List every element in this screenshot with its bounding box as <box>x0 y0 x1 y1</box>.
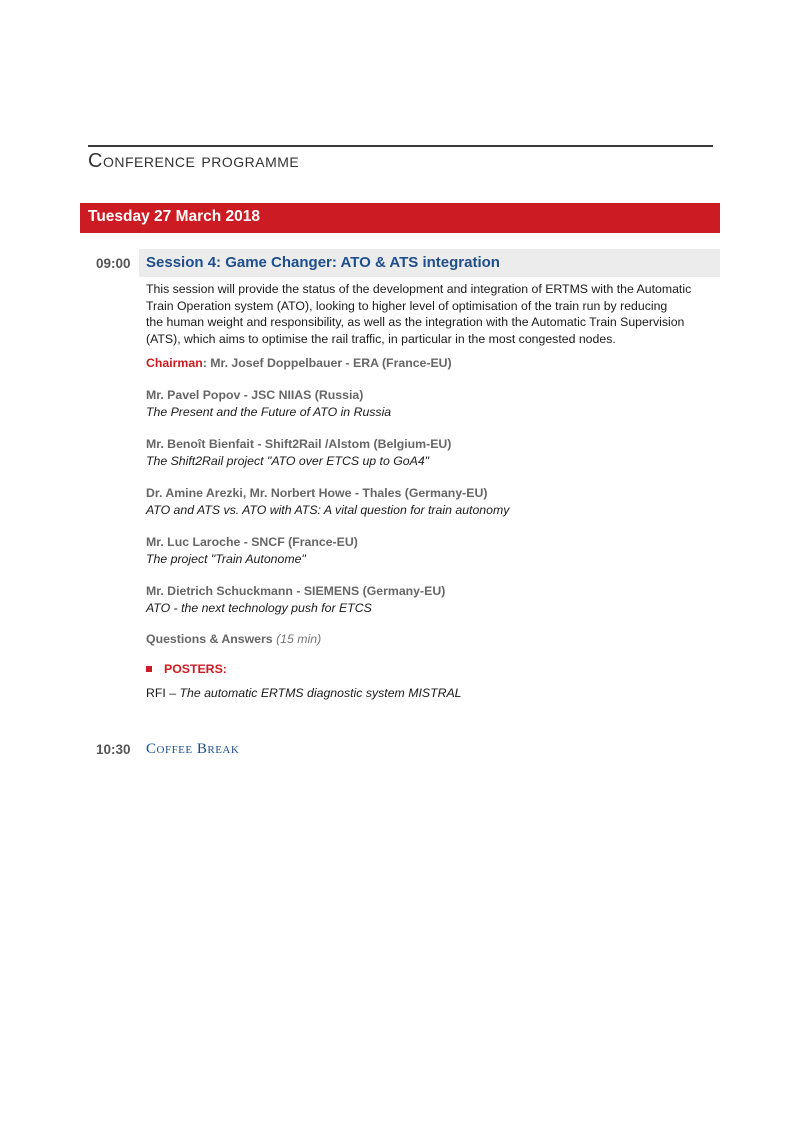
chairman-label: Chairman <box>146 356 203 370</box>
speaker-entry <box>146 387 391 421</box>
session-description <box>146 281 721 347</box>
talk-title: ATO - the next technology push for ETCS <box>146 601 372 615</box>
poster-title: – The automatic ERTMS diagnostic system MISTRAL <box>165 686 462 700</box>
page-title: Conference programme <box>88 150 300 172</box>
talk-title: The project "Train Autonome" <box>146 552 306 566</box>
description-line: (ATS), which aims to optimise the rail traffic, in particular in the most congested nodes. <box>146 331 616 346</box>
description-line: This session will provide the status of the development and integration of ERTMS with the Automatic <box>146 282 692 296</box>
chairman <box>146 356 452 370</box>
qa-label: Questions & Answers <box>146 632 273 646</box>
session-header <box>139 249 720 277</box>
speaker-name: Mr. Benoît Bienfait - Shift2Rail /Alstom (Belgium-EU) <box>146 437 452 451</box>
session-title: Session 4: Game Changer: ATO & ATS integration <box>146 254 500 271</box>
speaker-entry <box>146 534 358 568</box>
speaker-name: Mr. Pavel Popov - JSC NIIAS (Russia) <box>146 388 364 402</box>
coffee-break: Coffee Break <box>146 741 240 757</box>
talk-title: The Shift2Rail project "ATO over ETCS up to GoA4" <box>146 454 430 468</box>
header-rule <box>88 145 713 147</box>
square-bullet-icon <box>146 666 152 672</box>
chairman-name: : Mr. Josef Doppelbauer - ERA (France-EU) <box>202 356 452 370</box>
description-line: the human weight and responsibility, as well as the integration with the Automatic Train Supervision <box>146 315 685 329</box>
poster-org: RFI <box>146 686 166 700</box>
poster-item <box>146 686 462 700</box>
session-time: 09:00 <box>96 256 131 271</box>
speaker-name: Mr. Dietrich Schuckmann - SIEMENS (Germany-EU) <box>146 584 446 598</box>
speaker-entry <box>146 436 451 470</box>
questions-answers <box>146 632 321 646</box>
day-label: Tuesday 27 March 2018 <box>88 208 261 225</box>
posters-heading <box>146 662 227 676</box>
speaker-entry <box>146 485 509 519</box>
posters-label: POSTERS: <box>164 662 227 676</box>
talk-title: The Present and the Future of ATO in Russia <box>146 405 392 419</box>
speaker-name: Mr. Luc Laroche - SNCF (France-EU) <box>146 535 358 549</box>
description-line: Train Operation system (ATO), looking to higher level of optimisation of the train run by reducing <box>146 298 668 313</box>
break-time: 10:30 <box>96 742 131 757</box>
talk-title: ATO and ATS vs. ATO with ATS: A vital question for train autonomy <box>146 503 510 517</box>
speaker-entry <box>146 583 445 617</box>
speaker-name: Dr. Amine Arezki, Mr. Norbert Howe - Thales (Germany-EU) <box>146 486 488 500</box>
day-banner <box>80 203 720 233</box>
qa-duration: (15 min) <box>276 632 322 646</box>
